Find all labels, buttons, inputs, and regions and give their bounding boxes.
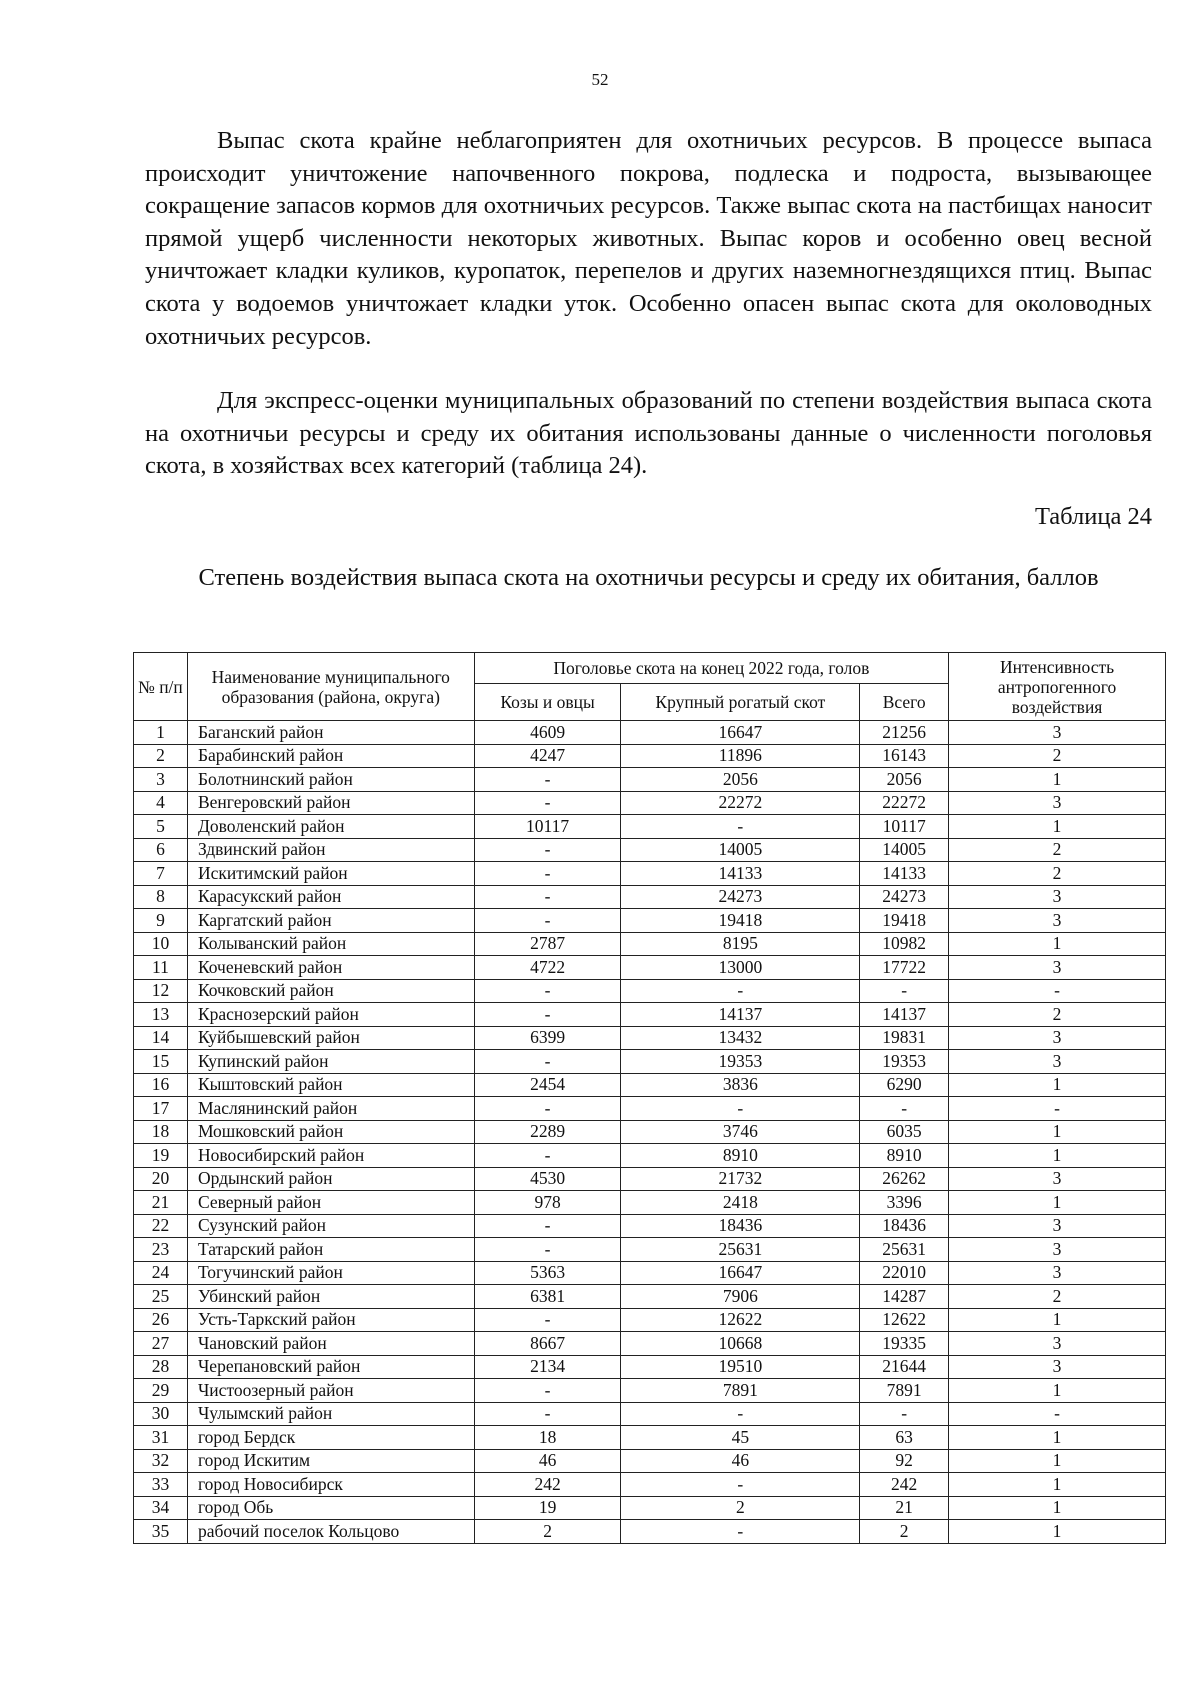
- row-total: 19831: [860, 1026, 949, 1050]
- row-intensity: 3: [949, 1026, 1166, 1050]
- row-intensity: 3: [949, 956, 1166, 980]
- row-intensity: 1: [949, 768, 1166, 792]
- row-intensity: 1: [949, 1120, 1166, 1144]
- row-total: 14287: [860, 1285, 949, 1309]
- row-name: Мошковский район: [187, 1120, 474, 1144]
- row-num: 33: [134, 1473, 188, 1497]
- row-goats: 6381: [474, 1285, 621, 1309]
- row-num: 12: [134, 979, 188, 1003]
- table-row: [134, 1167, 1166, 1191]
- header-total: Всего: [860, 684, 949, 721]
- table-row: [134, 1402, 1166, 1426]
- row-cattle: 8910: [621, 1144, 860, 1168]
- row-name: Сузунский район: [187, 1214, 474, 1238]
- table-row: [134, 1308, 1166, 1332]
- row-name: Черепановский район: [187, 1355, 474, 1379]
- row-goats: 4247: [474, 744, 621, 768]
- row-goats: -: [474, 1308, 621, 1332]
- row-cattle: 10668: [621, 1332, 860, 1356]
- table-row: [134, 1144, 1166, 1168]
- row-name: Чановский район: [187, 1332, 474, 1356]
- table-row: [134, 1050, 1166, 1074]
- row-intensity: 1: [949, 1308, 1166, 1332]
- row-total: 18436: [860, 1214, 949, 1238]
- table-row: [134, 1120, 1166, 1144]
- row-num: 10: [134, 932, 188, 956]
- paragraph-grazing-impact: Выпас скота крайне неблагоприятен для охотничьих ресурсов. В процессе выпаса происходит уничтожение напочвенного покрова, подлеска и подроста, вызывающее сокращение запасов кормов для охотничьих ресурсов. Также выпас скота на пастбищах наносит прямой ущерб численности некоторых животных. Выпас коров и особенно овец весной уничтожает кладки куликов, куропаток, перепелов и других наземногнездящихся птиц. Выпас скота у водоемов уничтожает кладки уток. Особенно опасен выпас скота для околоводных охотничьих ресурсов.: [145, 127, 1152, 350]
- row-name: Чистоозерный район: [187, 1379, 474, 1403]
- row-goats: -: [474, 1214, 621, 1238]
- row-intensity: -: [949, 979, 1166, 1003]
- table-row: [134, 815, 1166, 839]
- table-row: [134, 1285, 1166, 1309]
- row-total: -: [860, 979, 949, 1003]
- row-goats: 4609: [474, 721, 621, 745]
- row-cattle: 18436: [621, 1214, 860, 1238]
- row-total: 21644: [860, 1355, 949, 1379]
- row-num: 8: [134, 885, 188, 909]
- row-cattle: 19510: [621, 1355, 860, 1379]
- header-intensity: Интенсивность антропогенного воздействия: [949, 653, 1166, 721]
- row-num: 23: [134, 1238, 188, 1262]
- table-row: [134, 1332, 1166, 1356]
- row-num: 5: [134, 815, 188, 839]
- row-goats: 8667: [474, 1332, 621, 1356]
- table-row: [134, 1379, 1166, 1403]
- row-cattle: -: [621, 1473, 860, 1497]
- row-name: Кочковский район: [187, 979, 474, 1003]
- header-cattle: Крупный рогатый скот: [621, 684, 860, 721]
- table-row: [134, 1496, 1166, 1520]
- row-intensity: 1: [949, 815, 1166, 839]
- row-cattle: 7891: [621, 1379, 860, 1403]
- row-intensity: 1: [949, 1426, 1166, 1450]
- table-row: [134, 1426, 1166, 1450]
- row-name: Каргатский район: [187, 909, 474, 933]
- row-goats: 5363: [474, 1261, 621, 1285]
- row-total: 2: [860, 1520, 949, 1544]
- row-goats: 2: [474, 1520, 621, 1544]
- row-cattle: 14133: [621, 862, 860, 886]
- row-num: 7: [134, 862, 188, 886]
- row-num: 9: [134, 909, 188, 933]
- row-intensity: 1: [949, 932, 1166, 956]
- row-total: 22010: [860, 1261, 949, 1285]
- table-row: [134, 838, 1166, 862]
- table-row: [134, 768, 1166, 792]
- row-total: 22272: [860, 791, 949, 815]
- row-total: 19335: [860, 1332, 949, 1356]
- row-total: 8910: [860, 1144, 949, 1168]
- row-goats: 46: [474, 1449, 621, 1473]
- row-goats: 6399: [474, 1026, 621, 1050]
- row-name: Здвинский район: [187, 838, 474, 862]
- row-name: Колыванский район: [187, 932, 474, 956]
- row-num: 25: [134, 1285, 188, 1309]
- row-cattle: 13000: [621, 956, 860, 980]
- row-num: 18: [134, 1120, 188, 1144]
- row-name: Куйбышевский район: [187, 1026, 474, 1050]
- table-row: [134, 1214, 1166, 1238]
- row-total: 92: [860, 1449, 949, 1473]
- table-row: [134, 721, 1166, 745]
- table-row: [134, 932, 1166, 956]
- row-intensity: 1: [949, 1496, 1166, 1520]
- row-name: Чулымский район: [187, 1402, 474, 1426]
- row-total: 19418: [860, 909, 949, 933]
- row-name: Доволенский район: [187, 815, 474, 839]
- header-goats: Козы и овцы: [474, 684, 621, 721]
- row-cattle: 25631: [621, 1238, 860, 1262]
- row-goats: -: [474, 1238, 621, 1262]
- row-num: 3: [134, 768, 188, 792]
- row-total: 63: [860, 1426, 949, 1450]
- row-intensity: -: [949, 1097, 1166, 1121]
- row-goats: -: [474, 768, 621, 792]
- row-name: город Обь: [187, 1496, 474, 1520]
- row-cattle: -: [621, 1520, 860, 1544]
- row-name: Усть-Таркский район: [187, 1308, 474, 1332]
- row-cattle: -: [621, 1097, 860, 1121]
- table-row: [134, 956, 1166, 980]
- row-num: 20: [134, 1167, 188, 1191]
- row-cattle: 19353: [621, 1050, 860, 1074]
- row-name: Ордынский район: [187, 1167, 474, 1191]
- row-goats: 18: [474, 1426, 621, 1450]
- table-row: [134, 979, 1166, 1003]
- row-num: 17: [134, 1097, 188, 1121]
- row-total: -: [860, 1402, 949, 1426]
- row-num: 16: [134, 1073, 188, 1097]
- row-name: Татарский район: [187, 1238, 474, 1262]
- row-goats: -: [474, 909, 621, 933]
- row-cattle: -: [621, 1402, 860, 1426]
- row-intensity: 2: [949, 744, 1166, 768]
- row-num: 26: [134, 1308, 188, 1332]
- row-name: Венгеровский район: [187, 791, 474, 815]
- header-name: Наименование муниципального образования (района, округа): [187, 653, 474, 721]
- table-row: [134, 1191, 1166, 1215]
- row-total: 6290: [860, 1073, 949, 1097]
- table-row: [134, 885, 1166, 909]
- table-row: [134, 1097, 1166, 1121]
- table-caption: Степень воздействия выпаса скота на охотничьи ресурсы и среду их обитания, баллов: [198, 564, 1099, 591]
- row-intensity: 3: [949, 1050, 1166, 1074]
- row-goats: -: [474, 862, 621, 886]
- row-goats: 4722: [474, 956, 621, 980]
- row-total: 242: [860, 1473, 949, 1497]
- row-num: 29: [134, 1379, 188, 1403]
- table-number: Таблица 24: [1034, 503, 1152, 530]
- row-goats: 2289: [474, 1120, 621, 1144]
- row-intensity: 3: [949, 909, 1166, 933]
- row-cattle: 14137: [621, 1003, 860, 1027]
- row-num: 22: [134, 1214, 188, 1238]
- row-num: 31: [134, 1426, 188, 1450]
- row-cattle: 3836: [621, 1073, 860, 1097]
- row-cattle: 8195: [621, 932, 860, 956]
- table-row: [134, 791, 1166, 815]
- row-intensity: 1: [949, 1191, 1166, 1215]
- row-goats: 4530: [474, 1167, 621, 1191]
- row-name: Краснозерский район: [187, 1003, 474, 1027]
- table-row: [134, 1073, 1166, 1097]
- row-goats: -: [474, 1144, 621, 1168]
- row-total: 19353: [860, 1050, 949, 1074]
- row-cattle: 46: [621, 1449, 860, 1473]
- row-num: 32: [134, 1449, 188, 1473]
- row-total: 21: [860, 1496, 949, 1520]
- row-name: город Бердск: [187, 1426, 474, 1450]
- row-name: Карасукский район: [187, 885, 474, 909]
- row-name: Коченевский район: [187, 956, 474, 980]
- row-cattle: 24273: [621, 885, 860, 909]
- row-name: Тогучинский район: [187, 1261, 474, 1285]
- table-row: [134, 1026, 1166, 1050]
- row-goats: 242: [474, 1473, 621, 1497]
- row-name: Убинский район: [187, 1285, 474, 1309]
- row-name: Баганский район: [187, 721, 474, 745]
- header-num: № п/п: [134, 653, 188, 721]
- table-row: [134, 744, 1166, 768]
- row-cattle: 3746: [621, 1120, 860, 1144]
- row-total: 3396: [860, 1191, 949, 1215]
- row-num: 30: [134, 1402, 188, 1426]
- row-total: 16143: [860, 744, 949, 768]
- row-cattle: 19418: [621, 909, 860, 933]
- row-total: 6035: [860, 1120, 949, 1144]
- table-row: [134, 1355, 1166, 1379]
- row-intensity: 3: [949, 885, 1166, 909]
- row-num: 1: [134, 721, 188, 745]
- row-intensity: 1: [949, 1473, 1166, 1497]
- row-goats: -: [474, 791, 621, 815]
- row-goats: -: [474, 885, 621, 909]
- row-num: 4: [134, 791, 188, 815]
- row-goats: 978: [474, 1191, 621, 1215]
- row-total: 17722: [860, 956, 949, 980]
- row-intensity: 3: [949, 1355, 1166, 1379]
- row-num: 15: [134, 1050, 188, 1074]
- row-total: 14005: [860, 838, 949, 862]
- row-total: 10117: [860, 815, 949, 839]
- page-number: 52: [591, 70, 609, 89]
- row-total: 10982: [860, 932, 949, 956]
- row-intensity: 2: [949, 862, 1166, 886]
- row-intensity: 3: [949, 1167, 1166, 1191]
- table-row: [134, 1473, 1166, 1497]
- row-name: Искитимский район: [187, 862, 474, 886]
- row-intensity: 2: [949, 838, 1166, 862]
- row-intensity: 3: [949, 1214, 1166, 1238]
- table-row: [134, 1003, 1166, 1027]
- row-cattle: 45: [621, 1426, 860, 1450]
- row-num: 28: [134, 1355, 188, 1379]
- row-total: 14133: [860, 862, 949, 886]
- table-row: [134, 909, 1166, 933]
- row-total: 25631: [860, 1238, 949, 1262]
- row-intensity: 2: [949, 1003, 1166, 1027]
- row-num: 11: [134, 956, 188, 980]
- table-row: [134, 1261, 1166, 1285]
- table-row: [134, 1520, 1166, 1544]
- row-intensity: 2: [949, 1285, 1166, 1309]
- row-num: 2: [134, 744, 188, 768]
- row-intensity: 3: [949, 721, 1166, 745]
- row-name: Болотнинский район: [187, 768, 474, 792]
- row-goats: -: [474, 838, 621, 862]
- row-goats: -: [474, 1097, 621, 1121]
- row-total: -: [860, 1097, 949, 1121]
- row-goats: 2454: [474, 1073, 621, 1097]
- paragraph-express-assessment: Для экспресс-оценки муниципальных образований по степени воздействия выпаса скота на охотничьи ресурсы и среду их обитания использованы данные о численности поголовья скота, в хозяйствах всех категорий (таблица 24).: [145, 387, 1152, 480]
- row-total: 12622: [860, 1308, 949, 1332]
- row-cattle: 14005: [621, 838, 860, 862]
- row-num: 6: [134, 838, 188, 862]
- row-num: 35: [134, 1520, 188, 1544]
- row-intensity: 3: [949, 791, 1166, 815]
- row-intensity: 1: [949, 1520, 1166, 1544]
- row-intensity: -: [949, 1402, 1166, 1426]
- row-cattle: -: [621, 815, 860, 839]
- row-cattle: 16647: [621, 721, 860, 745]
- row-intensity: 1: [949, 1073, 1166, 1097]
- row-intensity: 3: [949, 1261, 1166, 1285]
- row-intensity: 1: [949, 1379, 1166, 1403]
- table-row: [134, 862, 1166, 886]
- row-name: Кыштовский район: [187, 1073, 474, 1097]
- row-num: 19: [134, 1144, 188, 1168]
- row-intensity: 1: [949, 1144, 1166, 1168]
- row-num: 13: [134, 1003, 188, 1027]
- row-num: 21: [134, 1191, 188, 1215]
- row-cattle: 7906: [621, 1285, 860, 1309]
- row-intensity: 3: [949, 1332, 1166, 1356]
- row-total: 2056: [860, 768, 949, 792]
- row-goats: 2134: [474, 1355, 621, 1379]
- row-total: 7891: [860, 1379, 949, 1403]
- row-goats: -: [474, 979, 621, 1003]
- row-name: город Новосибирск: [187, 1473, 474, 1497]
- row-name: Северный район: [187, 1191, 474, 1215]
- row-goats: -: [474, 1050, 621, 1074]
- header-livestock-group: Поголовье скота на конец 2022 года, голов: [474, 653, 948, 684]
- table-row: [134, 1238, 1166, 1262]
- row-name: рабочий поселок Кольцово: [187, 1520, 474, 1544]
- row-intensity: 1: [949, 1449, 1166, 1473]
- row-cattle: 2056: [621, 768, 860, 792]
- row-name: Новосибирский район: [187, 1144, 474, 1168]
- row-name: Барабинский район: [187, 744, 474, 768]
- row-num: 34: [134, 1496, 188, 1520]
- row-goats: -: [474, 1379, 621, 1403]
- row-num: 24: [134, 1261, 188, 1285]
- row-intensity: 3: [949, 1238, 1166, 1262]
- livestock-table: [133, 652, 1166, 1544]
- row-cattle: 2: [621, 1496, 860, 1520]
- row-cattle: 12622: [621, 1308, 860, 1332]
- row-total: 21256: [860, 721, 949, 745]
- row-name: Маслянинский район: [187, 1097, 474, 1121]
- row-goats: -: [474, 1402, 621, 1426]
- row-cattle: 16647: [621, 1261, 860, 1285]
- row-cattle: 21732: [621, 1167, 860, 1191]
- row-goats: 19: [474, 1496, 621, 1520]
- row-goats: 10117: [474, 815, 621, 839]
- row-num: 14: [134, 1026, 188, 1050]
- row-total: 26262: [860, 1167, 949, 1191]
- row-total: 14137: [860, 1003, 949, 1027]
- row-cattle: -: [621, 979, 860, 1003]
- row-num: 27: [134, 1332, 188, 1356]
- row-goats: 2787: [474, 932, 621, 956]
- row-name: город Искитим: [187, 1449, 474, 1473]
- table-row: [134, 1449, 1166, 1473]
- row-cattle: 13432: [621, 1026, 860, 1050]
- row-cattle: 22272: [621, 791, 860, 815]
- row-cattle: 11896: [621, 744, 860, 768]
- row-goats: -: [474, 1003, 621, 1027]
- row-name: Купинский район: [187, 1050, 474, 1074]
- row-cattle: 2418: [621, 1191, 860, 1215]
- row-total: 24273: [860, 885, 949, 909]
